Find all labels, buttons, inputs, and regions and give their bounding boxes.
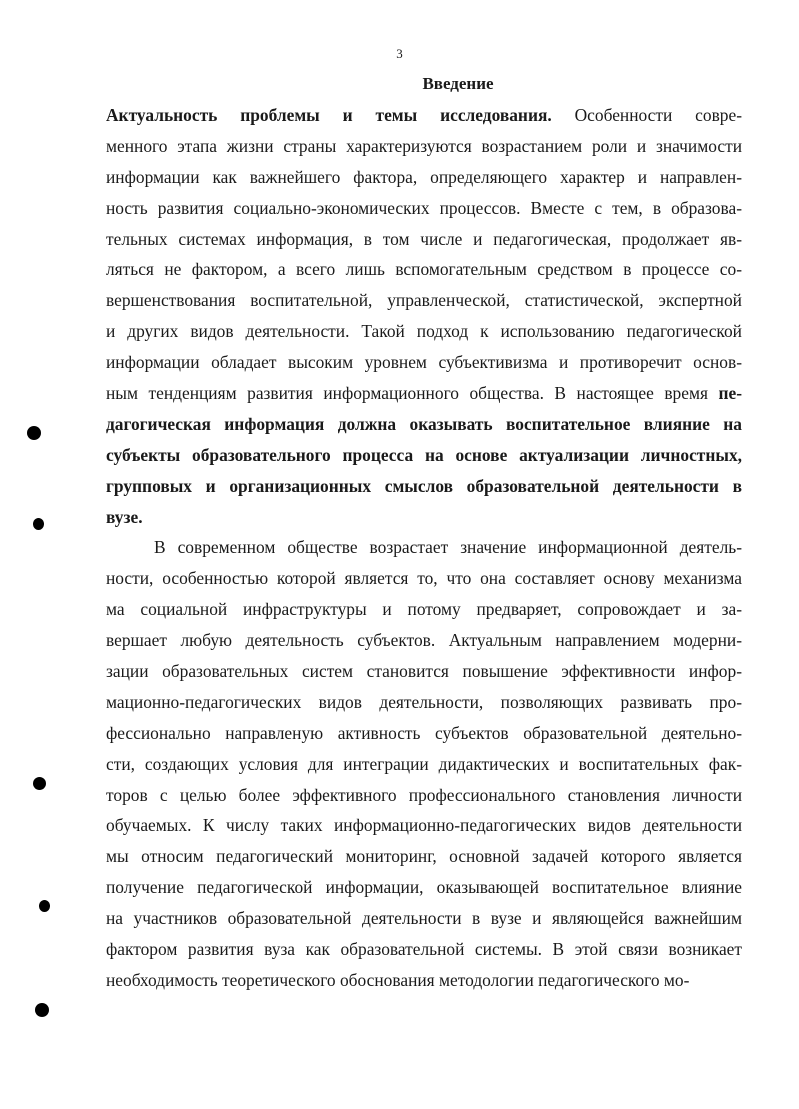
text-run: В современном обществе возрастает значение информационной деятель- xyxy=(154,537,742,558)
bold-text-run: вузе. xyxy=(106,506,143,527)
punch-hole-1 xyxy=(27,426,41,440)
text-line xyxy=(106,656,742,687)
text-run: ности, особенностью которой является то, что она составляет основу механизма xyxy=(106,568,742,589)
text-line xyxy=(106,440,742,471)
text-run: на участников образовательной деятельности в вузе и являющейся важнейшим xyxy=(106,908,742,929)
text-run: торов с целью более эффективного профессионального становления личности xyxy=(106,784,742,805)
text-run: зации образовательных систем становится повышение эффективности инфор- xyxy=(106,661,742,682)
bold-text-run: групповых и организационных смыслов образовательной деятельности в xyxy=(106,475,742,496)
body-text xyxy=(106,100,742,996)
text-run: вершает любую деятельность субъектов. Актуальным направлением модерни- xyxy=(106,630,742,651)
text-line xyxy=(106,563,742,594)
text-run: менного этапа жизни страны характеризуются возрастанием роли и значимости xyxy=(106,135,742,156)
page-number: 3 xyxy=(396,46,403,61)
text-line xyxy=(106,718,742,749)
text-line xyxy=(106,625,742,656)
text-run: ма социальной инфраструктуры и потому предваряет, сопровождает и за- xyxy=(106,599,742,620)
text-line xyxy=(106,903,742,934)
punch-hole-3 xyxy=(33,777,46,790)
section-heading: Введение xyxy=(422,74,494,93)
text-run: мационно-педагогических видов деятельности, позволяющих развивать про- xyxy=(106,691,742,712)
text-line xyxy=(106,378,742,409)
bold-text-run: пе- xyxy=(718,383,742,404)
text-run: ность развития социально-экономических процессов. Вместе с тем, в образова- xyxy=(106,197,742,218)
text-line xyxy=(106,285,742,316)
text-line xyxy=(106,224,742,255)
text-run: фессионально направленую активность субъектов образовательной деятельно- xyxy=(106,722,742,743)
text-line xyxy=(106,347,742,378)
text-line xyxy=(106,594,742,625)
text-line xyxy=(106,841,742,872)
text-line xyxy=(106,162,742,193)
text-line xyxy=(106,100,742,131)
text-run: обучаемых. К числу таких информационно-педагогических видов деятельности xyxy=(106,815,742,836)
text-line xyxy=(106,872,742,903)
text-line xyxy=(106,780,742,811)
text-run: информации обладает высоким уровнем субъективизма и противоречит основ- xyxy=(106,352,742,373)
text-run: информации как важнейшего фактора, определяющего характер и направлен- xyxy=(106,166,742,187)
text-run: и других видов деятельности. Такой подход к использованию педагогической xyxy=(106,321,742,342)
text-line xyxy=(106,934,742,965)
text-line xyxy=(106,687,742,718)
punch-hole-2 xyxy=(33,518,44,530)
text-run: Особенности совре- xyxy=(551,105,742,125)
text-run: необходимость теоретического обоснования методологии педагогического мо- xyxy=(106,969,690,990)
text-line xyxy=(106,965,742,996)
text-line xyxy=(106,532,742,563)
text-line xyxy=(106,131,742,162)
text-run: фактором развития вуза как образовательной системы. В этой связи возникает xyxy=(106,939,742,960)
text-run: вершенствования воспитательной, управленческой, статистической, экспертной xyxy=(106,290,742,311)
bold-text-run: Актуальность проблемы и темы исследования. xyxy=(106,105,552,125)
punch-hole-4 xyxy=(39,900,50,912)
text-run: тельных системах информация, в том числе и педагогическая, продолжает яв- xyxy=(106,228,742,249)
text-line xyxy=(106,316,742,347)
text-line xyxy=(106,409,742,440)
text-line xyxy=(106,810,742,841)
punch-hole-5 xyxy=(35,1003,49,1017)
text-line xyxy=(106,254,742,285)
text-line xyxy=(106,193,742,224)
text-run: мы относим педагогический мониторинг, основной задачей которого является xyxy=(106,846,742,867)
text-run: сти, создающих условия для интеграции дидактических и воспитательных фак- xyxy=(106,753,742,774)
text-line xyxy=(106,502,742,533)
text-line xyxy=(106,471,742,502)
text-line xyxy=(106,749,742,780)
bold-text-run: субъекты образовательного процесса на основе актуализации личностных, xyxy=(106,444,742,465)
text-run: ным тенденциям развития информационного общества. В настоящее время xyxy=(106,383,719,404)
bold-text-run: дагогическая информация должна оказывать воспитательное влияние на xyxy=(106,413,742,434)
text-run: ляться не фактором, а всего лишь вспомогательным средством в процессе со- xyxy=(106,259,742,280)
text-run: получение педагогической информации, оказывающей воспитательное влияние xyxy=(106,877,742,898)
